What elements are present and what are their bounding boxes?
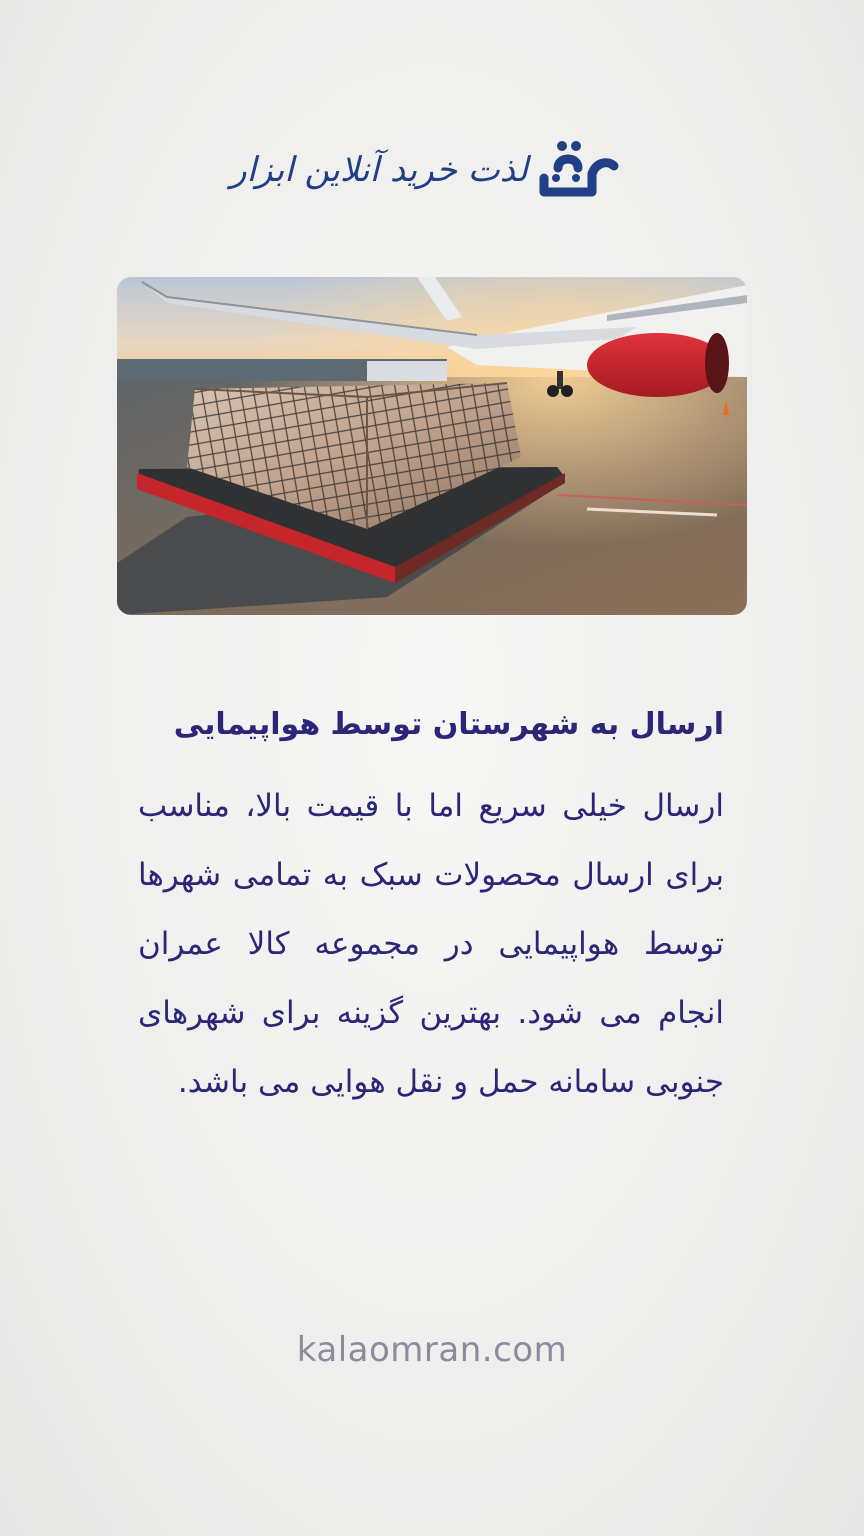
brand-logo[interactable] xyxy=(230,134,620,220)
article xyxy=(138,700,724,1117)
logo-tagline: لذت خرید آنلاین ابزار xyxy=(230,150,528,190)
kalaomran-logo-icon xyxy=(534,138,620,200)
article-body: ارسال خیلی سریع اما با قیمت بالا، مناسب برای ارسال محصولات سبک به تمامی شهرها توسط هواپیمایی در مجموعه کالا عمران انجام می شود. بهترین گزینه برای شهرهای جنوبی سامانه حمل و نقل هوایی می باشد. xyxy=(138,788,724,1100)
air-cargo-pallet-airplane-photo xyxy=(117,277,747,615)
article-title: ارسال به شهرستان توسط هواپیمایی xyxy=(173,707,724,742)
website-url[interactable]: kalaomran.com xyxy=(296,1330,568,1370)
air-cargo-photo xyxy=(117,277,747,615)
